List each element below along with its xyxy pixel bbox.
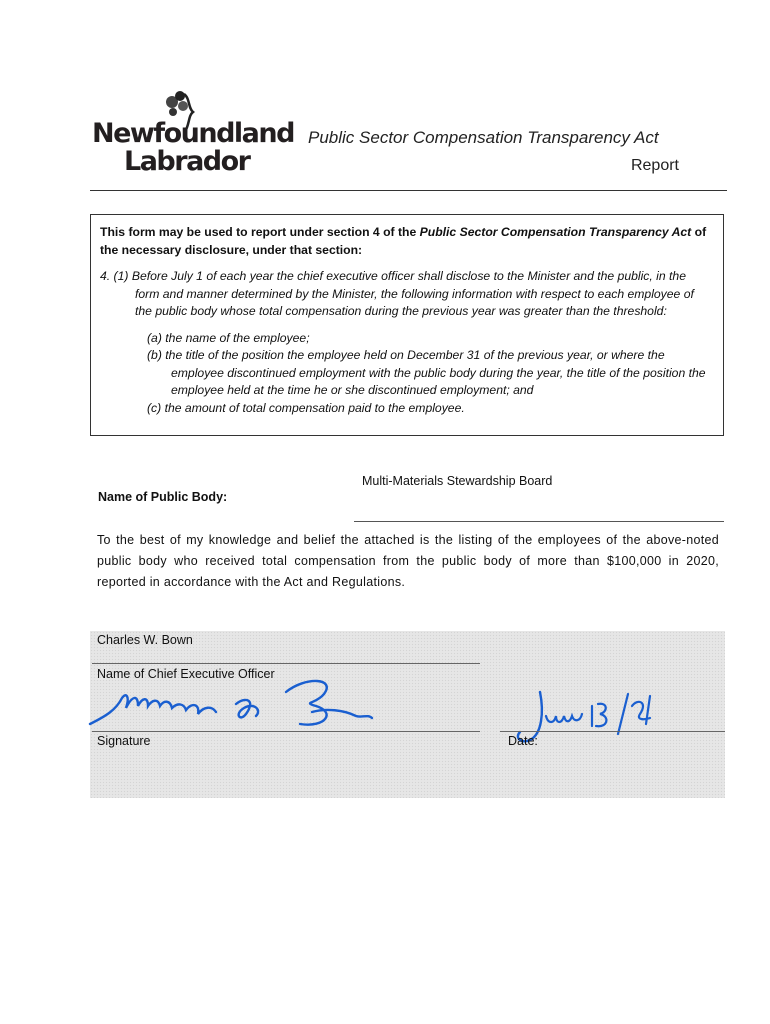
ceo-name-field[interactable]: Charles W. Bown xyxy=(97,633,193,647)
certification-statement: To the best of my knowledge and belief the attached is the listing of the employees of the above-noted public body who received total compensation from the public body of more than $100,000 in 2020, reported in accordance with the Act and Regulations. xyxy=(97,533,719,589)
signature-label: Signature xyxy=(97,734,151,748)
act-name: Public Sector Compensation Transparency Act xyxy=(419,225,692,239)
notice-intro: This form may be used to report under section 4 of the Public Sector Compensation Transparency Act of the necessary disclosure, under that section: xyxy=(100,225,707,257)
list-item: (c) the amount of total compensation paid to the employee. xyxy=(147,400,465,415)
public-body-name-field[interactable]: Multi-Materials Stewardship Board xyxy=(362,474,553,488)
public-body-label: Name of Public Body: xyxy=(98,490,228,504)
header-divider xyxy=(90,190,727,191)
date-label: Date: xyxy=(508,734,538,748)
logo-text-newfoundland: Newfoundland xyxy=(92,118,294,149)
public-body-underline xyxy=(354,521,724,522)
logo-text-labrador: Labrador xyxy=(124,146,250,177)
signature-underline xyxy=(92,731,480,732)
legal-notice-box xyxy=(90,214,724,436)
date-underline xyxy=(500,731,725,732)
newfoundland-labrador-logo xyxy=(92,90,294,182)
disclosure-list xyxy=(100,330,713,418)
ceo-name-underline xyxy=(92,663,480,664)
list-item: (a) the name of the employee; xyxy=(147,330,310,345)
list-item: (b) the title of the position the employee held on December 31 of the previous year, or where the employee discontinued employment with the public body during the year, the title of the position the employee held at the time he or she discontinued employment; and xyxy=(147,348,706,397)
form-title: Public Sector Compensation Transparency Act xyxy=(308,128,659,147)
handwritten-signature[interactable] xyxy=(86,672,386,732)
ceo-name-label: Name of Chief Executive Officer xyxy=(97,667,275,681)
section-4-text: 4. (1) Before July 1 of each year the chief executive officer shall disclose to the Minister and the public, in the form and manner determined by the Minister, the following information with respect to each employee of the public body whose total compensation during the previous year was greater than the threshold: xyxy=(100,269,694,318)
form-subtitle: Report xyxy=(630,157,679,174)
